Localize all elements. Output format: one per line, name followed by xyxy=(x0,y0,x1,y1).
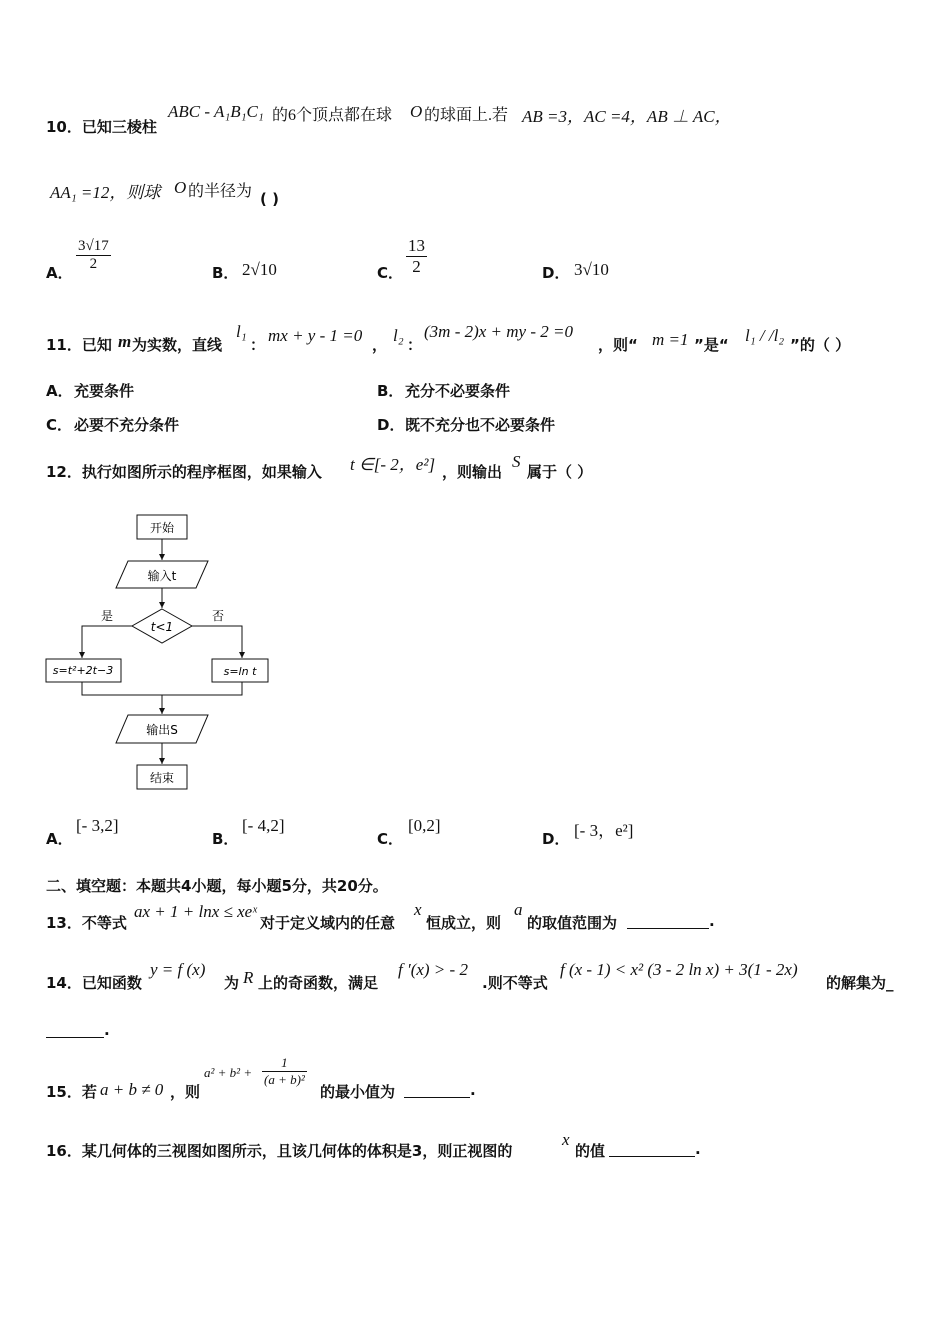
q16-x: x xyxy=(562,1130,570,1149)
q10-option-d-label: D． xyxy=(542,264,570,282)
q10-text1: 的6个顶点都在球 xyxy=(272,107,393,124)
q11-option-c-label: C． xyxy=(46,416,73,434)
q14-answer-blank[interactable] xyxy=(46,1023,104,1038)
q11-option-c: 必要不充分条件 xyxy=(74,416,180,434)
section-2-heading: 二、填空题：本题共4小题，每小题5分，共20分。 xyxy=(46,877,388,895)
q10-option-a-label: A． xyxy=(46,264,73,282)
q11-option-b: 充分不必要条件 xyxy=(405,382,511,400)
q10-option-a-num: 3√17 xyxy=(78,238,109,254)
flow-yes-branch xyxy=(82,626,132,658)
q12-option-c: [0,2] xyxy=(408,816,441,835)
q14-condition: f ′(x) > - 2 xyxy=(398,960,468,979)
q10-option-c-num: 13 xyxy=(408,236,425,255)
q12-option-c-label: C． xyxy=(377,830,404,848)
q11-cond: m =1 xyxy=(652,330,689,349)
q10-option-a-den: 2 xyxy=(89,256,98,272)
q10-option-c-label: C． xyxy=(377,264,404,282)
flowchart xyxy=(40,508,280,798)
q16-text-a: 16．某几何体的三视图如图所示，且该几何体的体积是3，则正视图的 xyxy=(46,1142,513,1160)
q13-text-a: 13．不等式 xyxy=(46,914,127,932)
q11-m: m xyxy=(118,332,132,351)
q14-text-a: 14．已知函数 xyxy=(46,974,142,992)
q14-R: R xyxy=(243,968,254,987)
q14-text-d: .则不等式 xyxy=(482,974,548,992)
q11-stem-d: ”是“ xyxy=(694,336,729,354)
q15-answer-blank[interactable] xyxy=(404,1083,470,1098)
q12-option-b-label: B． xyxy=(212,830,239,848)
q11-stem-e: ”的（ ） xyxy=(790,336,851,354)
q11-option-a: 充要条件 xyxy=(74,382,135,400)
q14-text-c: 上的奇函数，满足 xyxy=(258,974,379,992)
q10-option-b-label: B． xyxy=(212,264,239,282)
q11-stem-a: 11．已知 xyxy=(46,336,112,354)
q11-comma: ， xyxy=(372,336,388,354)
q12-option-d-label: D． xyxy=(542,830,570,848)
q10-option-a-value xyxy=(76,238,111,273)
flow-output-text: 输出S xyxy=(146,723,178,737)
q13-answer-blank[interactable] xyxy=(627,914,709,929)
q15-text-b: ，则 xyxy=(170,1083,201,1101)
q14-function: y = f (x) xyxy=(150,960,206,979)
q11-l2: l₂ xyxy=(393,326,404,345)
q12-stem-c: 属于（ ） xyxy=(527,463,593,481)
flow-no-branch xyxy=(192,626,242,658)
q13-end: . xyxy=(709,912,715,930)
q12-option-d: [- 3，e²] xyxy=(574,821,634,840)
q10-number: 10．已知三棱柱 xyxy=(46,118,157,136)
q15-expression: a² + b² + xyxy=(204,1065,253,1080)
q13-text-b: 对于定义域内的任意 xyxy=(260,914,396,932)
q10-option-c-value xyxy=(406,236,427,277)
q15-fraction-num: 1 xyxy=(262,1055,307,1072)
q12-stem-a: 12．执行如图所示的程序框图，如果输入 xyxy=(46,463,322,481)
flow-yes-label: 是 xyxy=(100,609,114,623)
q12-stem-b: ，则输出 xyxy=(442,463,503,481)
q11-eq1: mx + y - 1 =0 xyxy=(268,326,363,345)
q14-text-b: 为 xyxy=(224,974,240,992)
q14-inequality: f (x - 1) < x² (3 - 2 ln x) + 3(1 - 2x) xyxy=(560,960,798,979)
q13-x: x xyxy=(414,900,422,919)
q15-end: . xyxy=(470,1081,476,1099)
q11-colon2: ： xyxy=(407,336,423,354)
flow-input-text: 输入t xyxy=(147,569,177,583)
q10-AA1: AA₁ =12，则球 xyxy=(50,183,161,202)
q10-option-b-value: 2√10 xyxy=(242,260,277,279)
q13-a: a xyxy=(514,900,523,919)
q11-eq2: (3m - 2)x + my - 2 =0 xyxy=(424,322,573,341)
q15-text-a: 15．若 xyxy=(46,1083,97,1101)
q10-text2: 的球面上.若 xyxy=(424,107,509,124)
q10-O2: O xyxy=(174,178,187,197)
q15-fraction xyxy=(262,1055,307,1088)
q11-stem-b: 为实数，直线 xyxy=(132,336,223,354)
q16-end: . xyxy=(695,1140,701,1158)
q14-end: . xyxy=(104,1021,110,1039)
q10-prism: ABC - A₁B₁C₁ xyxy=(168,102,264,121)
q16-answer-blank[interactable] xyxy=(609,1142,695,1157)
flow-right-text: s=ln t xyxy=(223,665,257,678)
flow-merge xyxy=(82,682,242,695)
q12-option-b: [- 4,2] xyxy=(242,816,285,835)
q15-condition: a + b ≠ 0 xyxy=(100,1080,164,1099)
q11-stem-c: ，则“ xyxy=(598,336,638,354)
q11-parallel: l₁ / /l₂ xyxy=(745,326,785,345)
q12-S: S xyxy=(512,452,521,471)
q11-colon1: ： xyxy=(250,336,266,354)
q15-fraction-den: (a + b)² xyxy=(264,1072,305,1087)
flow-decision-text: t<1 xyxy=(150,620,174,634)
q12-input-range: t ∈[- 2，e²] xyxy=(350,455,436,474)
q11-option-d-label: D． xyxy=(377,416,405,434)
q16-text-b: 的值 xyxy=(575,1142,606,1160)
q10-conditions: AB =3，AC =4，AB ⊥ AC， xyxy=(522,107,732,126)
q13-text-c: 恒成立，则 xyxy=(426,914,502,932)
q14-text-e: 的解集为_ xyxy=(826,974,894,992)
q10-option-c-den: 2 xyxy=(412,257,421,276)
q12-option-a-label: A． xyxy=(46,830,73,848)
q13-inequality: ax + 1 + lnx ≤ xeˣ xyxy=(134,902,257,921)
q10-O: O xyxy=(410,102,423,121)
flow-start-text: 开始 xyxy=(149,521,175,535)
q11-option-a-label: A． xyxy=(46,382,73,400)
q11-option-d: 既不充分也不必要条件 xyxy=(405,416,556,434)
q13-text-d: 的取值范围为 xyxy=(527,914,618,932)
q12-option-a: [- 3,2] xyxy=(76,816,119,835)
q11-l1: l₁ xyxy=(236,322,247,341)
q10-text3: 的半径为 xyxy=(188,183,253,200)
flow-end-text: 结束 xyxy=(149,771,175,785)
q10-paren: ( ) xyxy=(260,190,279,208)
q11-option-b-label: B． xyxy=(377,382,404,400)
flow-no-label: 否 xyxy=(211,609,225,623)
q10-option-d-value: 3√10 xyxy=(574,260,609,279)
flow-left-text: s=t²+2t−3 xyxy=(52,664,114,677)
q15-text-c: 的最小值为 xyxy=(320,1083,396,1101)
